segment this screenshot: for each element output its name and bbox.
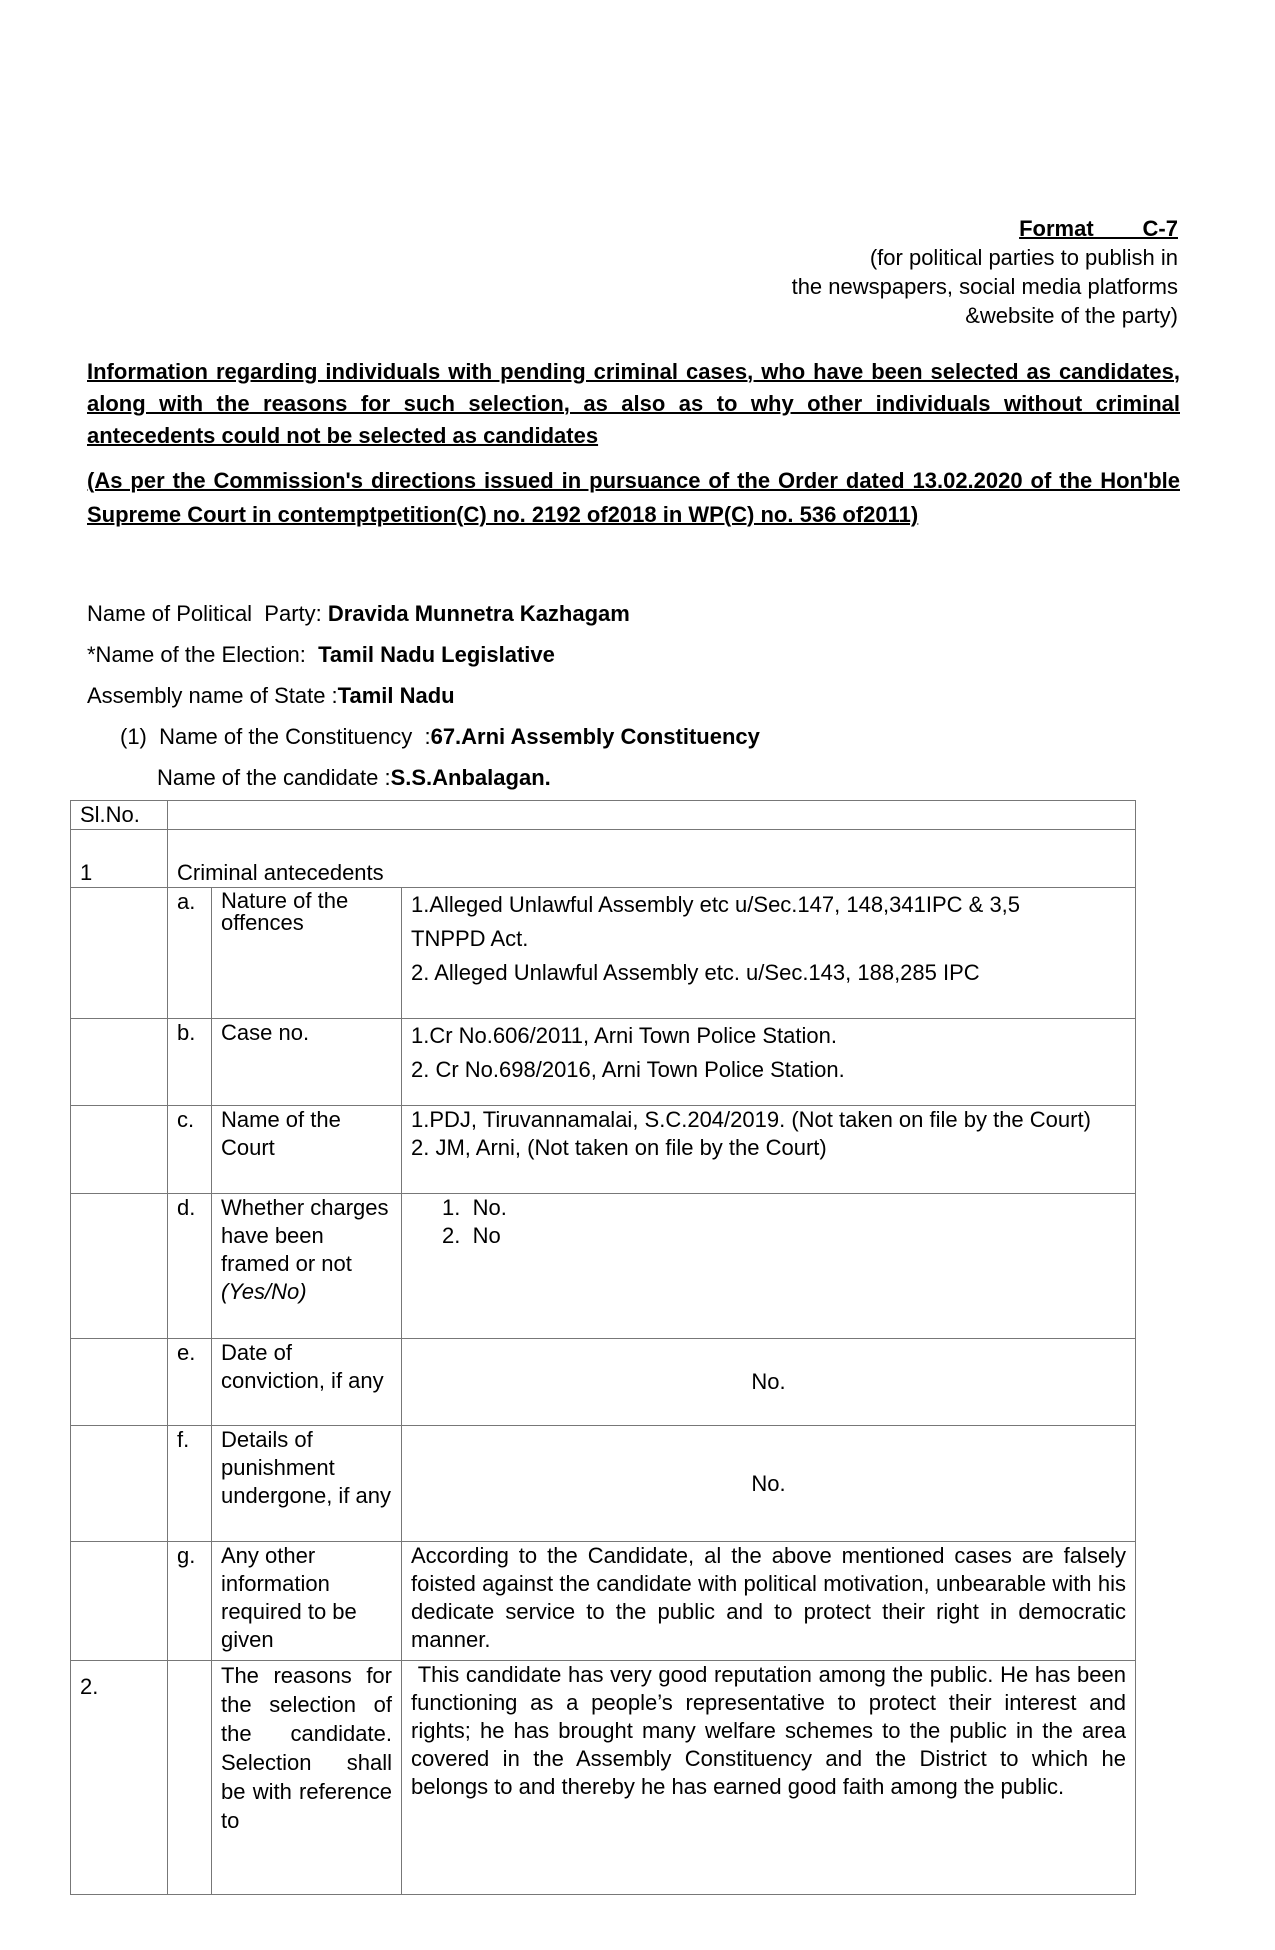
value-item: 2. Cr No.698/2016, Arni Town Police Station. [411, 1057, 845, 1082]
constituency-row [87, 716, 760, 757]
table-row [71, 1426, 1136, 1542]
table-row [71, 1019, 1136, 1106]
row-value: No. [402, 1426, 1136, 1542]
row-label-note: (Yes/No) [221, 1279, 307, 1304]
row-value [402, 1106, 1136, 1194]
row-label: Case no. [212, 1019, 402, 1106]
state-value: Tamil Nadu [337, 683, 455, 708]
row-letter: e. [168, 1339, 212, 1426]
table-row [71, 1194, 1136, 1339]
table-row [71, 1106, 1136, 1194]
title-order-reference: (As per the Commission's directions issued in pursuance of the Order dated 13.02.2020 of the Hon'ble Supreme Court in contemptpetition(C) no. 2192 of2018 in WP(C) no. 536 of2011) [87, 468, 1180, 527]
empty-cell [71, 1106, 168, 1194]
row-letter: a. [168, 888, 212, 1019]
row-letter: b. [168, 1019, 212, 1106]
section1-slno: 1 [71, 830, 168, 888]
table-row [71, 1339, 1136, 1426]
election-row [87, 634, 760, 675]
format-subtitle-line: &website of the party) [965, 303, 1178, 328]
row-letter: g. [168, 1542, 212, 1661]
header-empty [168, 801, 1136, 830]
section2-label: The reasons for the selection of the candidate. Selection shall be with reference to [212, 1661, 402, 1895]
empty-cell [71, 1339, 168, 1426]
format-subtitle-line: (for political parties to publish in [869, 245, 1178, 270]
party-row [87, 593, 760, 634]
row-label: Details of punishment undergone, if any [212, 1426, 402, 1542]
section2-row [71, 1661, 1136, 1895]
value-item: 1. No. [442, 1195, 507, 1220]
table-row [71, 888, 1136, 1019]
row-value [402, 888, 1136, 1019]
section2-value: This candidate has very good reputation among the public. He has been functioning as a people’s representative to protect their interest and rights; he has brought many welfare schemes to the public in the area covered in the Assembly Constituency and the District to which he belongs to and thereby he has earned good faith among the public. [402, 1661, 1136, 1895]
row-label: Any other information required to be given [212, 1542, 402, 1661]
party-label: Name of Political Party: [87, 601, 328, 626]
election-label: *Name of the Election: [87, 642, 319, 667]
row-value [402, 1019, 1136, 1106]
value-item: 1.Cr No.606/2011, Arni Town Police Station. [411, 1023, 837, 1048]
value-item: 2. No [442, 1223, 501, 1248]
value-item: 2. Alleged Unlawful Assembly etc. u/Sec.143, 188,285 IPC [411, 960, 980, 985]
table-header-row [71, 801, 1136, 830]
header-slno: Sl.No. [71, 801, 168, 830]
section1-row [71, 830, 1136, 888]
row-label: Nature of the offences [212, 888, 402, 1019]
state-row [87, 675, 760, 716]
row-letter: c. [168, 1106, 212, 1194]
row-letter: d. [168, 1194, 212, 1339]
format-subtitle-line: the newspapers, social media platforms [791, 274, 1178, 299]
value-item: 2. JM, Arni, (Not taken on file by the Court) [411, 1135, 827, 1160]
table-row [71, 1542, 1136, 1661]
row-label [212, 1194, 402, 1339]
criminal-antecedents-table [70, 800, 1136, 1895]
row-value: No. [402, 1339, 1136, 1426]
title-main: Information regarding individuals with pending criminal cases, who have been selected as candidates, along with the reasons for such selection, as also as to why other individuals without criminal antecedents could not be selected as candidates [87, 359, 1180, 448]
empty-cell [71, 888, 168, 1019]
row-label: Name of the Court [212, 1106, 402, 1194]
party-info [87, 593, 760, 798]
row-value [402, 1194, 1136, 1339]
state-label: Assembly name of State : [87, 683, 338, 708]
section1-label: Criminal antecedents [168, 830, 1136, 888]
row-letter: f. [168, 1426, 212, 1542]
section2-slno: 2. [71, 1661, 168, 1895]
format-header [792, 214, 1178, 330]
value-item: 1.PDJ, Tiruvannamalai, S.C.204/2019. (Not taken on file by the Court) [411, 1107, 1091, 1132]
election-value: Tamil Nadu Legislative [318, 642, 555, 667]
candidate-label: Name of the candidate : [157, 765, 391, 790]
empty-cell [71, 1542, 168, 1661]
empty-cell [71, 1426, 168, 1542]
empty-cell [168, 1661, 212, 1895]
constituency-value: 67.Arni Assembly Constituency [430, 724, 760, 749]
row-value: According to the Candidate, al the above mentioned cases are falsely foisted against the candidate with political motivation, unbearable with his dedicate service to the public and to protect their right in democratic manner. [402, 1542, 1136, 1661]
candidate-value: S.S.Anbalagan. [390, 765, 551, 790]
candidate-row [87, 757, 760, 798]
row-label-text: Whether charges have been framed or not [221, 1195, 389, 1276]
row-label: Date of conviction, if any [212, 1339, 402, 1426]
party-value: Dravida Munnetra Kazhagam [327, 601, 630, 626]
empty-cell [71, 1194, 168, 1339]
value-item: 1.Alleged Unlawful Assembly etc u/Sec.147, 148,341IPC & 3,5 [411, 892, 1021, 917]
format-label: Format C-7 [1019, 216, 1178, 241]
value-item: TNPPD Act. [411, 926, 529, 951]
document-title [87, 356, 1180, 532]
empty-cell [71, 1019, 168, 1106]
constituency-label: (1) Name of the Constituency : [120, 724, 431, 749]
